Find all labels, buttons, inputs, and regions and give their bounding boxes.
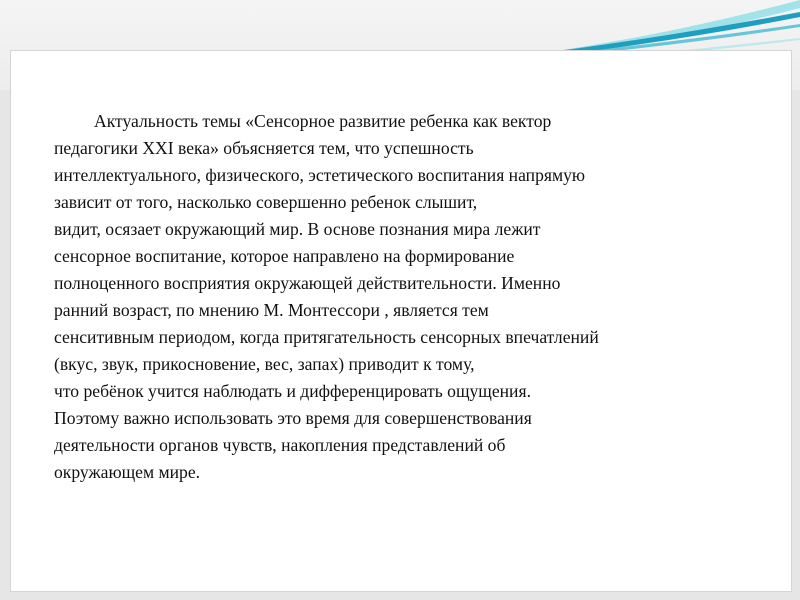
text-line: сенситивным периодом, когда притягательность сенсорных впечатлений	[54, 327, 599, 347]
text-line: интеллектуального, физического, эстетического воспитания напрямую	[54, 165, 586, 185]
text-line: педагогики XXI века» объясняется тем, что успешность	[54, 138, 474, 158]
text-line: окружающем мире.	[54, 462, 201, 482]
text-line: ранний возраст, по мнению М. Монтессори , является тем	[54, 300, 489, 320]
text-line: видит, осязает окружающий мир. В основе познания мира лежит	[54, 219, 541, 239]
body-text	[54, 108, 774, 486]
text-line: Поэтому важно использовать это время для совершенствования	[54, 408, 532, 428]
text-line: сенсорное воспитание, которое направлено на формирование	[54, 246, 515, 266]
text-line: что ребёнок учится наблюдать и дифференцировать ощущения.	[54, 381, 531, 401]
text-line: полноценного восприятия окружающей действительности. Именно	[54, 273, 561, 293]
text-line: деятельности органов чувств, накопления представлений об	[54, 435, 506, 455]
text-line: зависит от того, насколько совершенно ребенок слышит,	[54, 192, 478, 212]
text-line: Актуальность темы «Сенсорное развитие ребенка как вектор	[94, 111, 552, 131]
text-line: (вкус, звук, прикосновение, вес, запах) приводит к тому,	[54, 354, 475, 374]
